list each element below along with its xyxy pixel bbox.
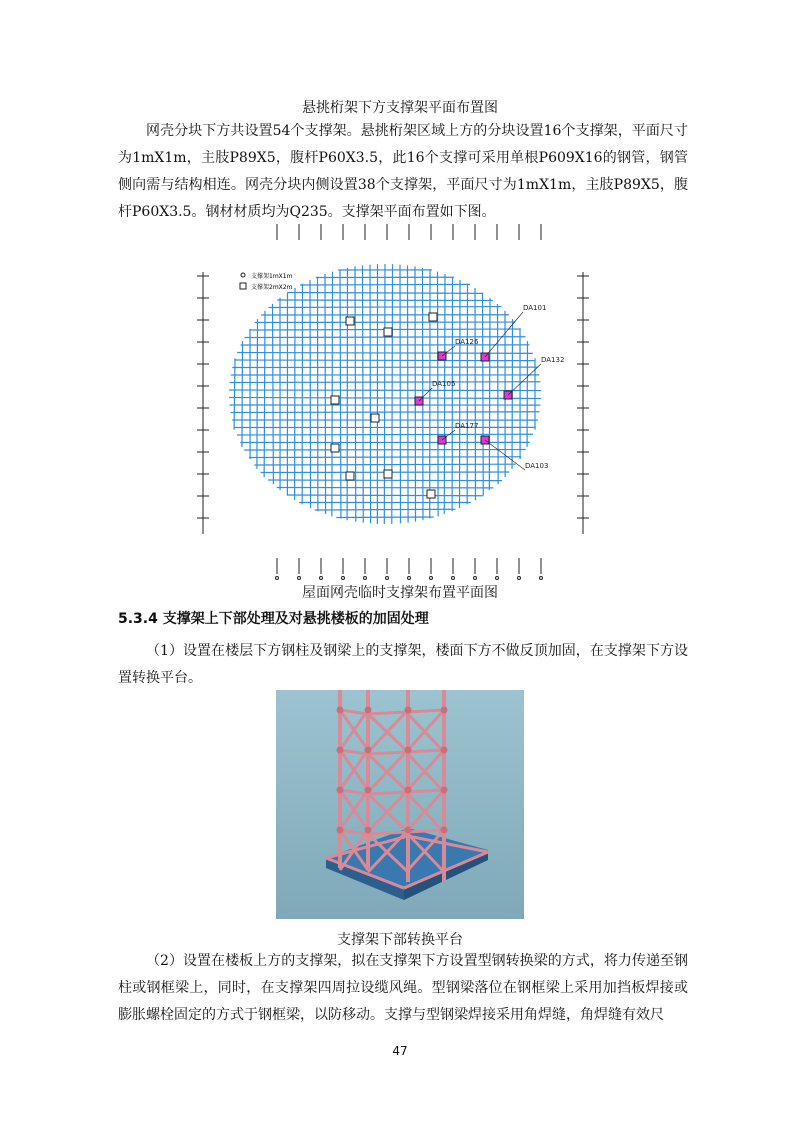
- axis-bubble: [276, 577, 279, 580]
- truss-node: [337, 787, 344, 794]
- grid-line: [408, 265, 409, 522]
- support-callout-label: DA177: [455, 422, 479, 430]
- legend: [240, 272, 293, 291]
- grid-line: [264, 311, 265, 477]
- grid-line: [245, 337, 526, 338]
- legend-marker-large: [240, 283, 246, 289]
- truss-node: [337, 707, 344, 714]
- grid-line: [257, 319, 258, 469]
- truss-node: [405, 787, 412, 794]
- support-callout-label: DA132: [541, 356, 565, 364]
- axis-bubble: [408, 577, 411, 580]
- support-layout-plan-drawing: [185, 222, 615, 580]
- support-marker: [384, 328, 392, 336]
- axis-bubble: [496, 577, 499, 580]
- axis-bubble: [540, 577, 543, 580]
- axis-bubble: [474, 577, 477, 580]
- grid-line: [229, 390, 541, 391]
- shell-grid-lines: [229, 264, 541, 524]
- support-marker: [384, 470, 392, 478]
- axis-bubble: [342, 577, 345, 580]
- truss-node: [441, 707, 448, 714]
- axis-bubble: [364, 577, 367, 580]
- grid-line: [249, 457, 521, 458]
- grid-line: [363, 265, 364, 522]
- support-marker: [346, 472, 354, 480]
- grid-line: [300, 284, 470, 285]
- grid-line: [234, 358, 235, 429]
- support-marker: [427, 490, 435, 498]
- legend-label-1: 支撑架1mX1m: [251, 273, 293, 280]
- page-number: 47: [392, 1044, 408, 1058]
- grid-line: [438, 272, 439, 517]
- grid-line: [237, 434, 533, 435]
- support-marker: [429, 313, 437, 321]
- support-marker: [346, 317, 354, 325]
- section-heading: 5.3.4 支撑架上下部处理及对悬挑楼板的加固处理: [118, 611, 429, 627]
- truss-node: [441, 747, 448, 754]
- support-callout-label: DA126: [455, 338, 479, 346]
- axis-bubble: [320, 577, 323, 580]
- figure-caption-transfer-platform: 支撑架下部转换平台: [337, 932, 463, 948]
- grid-line: [444, 274, 445, 514]
- grid-line: [325, 274, 326, 514]
- grid-line: [234, 360, 535, 361]
- support-callout-label: DA101: [523, 304, 547, 312]
- grid-line: [231, 412, 540, 413]
- grid-line: [392, 264, 393, 524]
- paragraph-floor-platform: （1）设置在楼层下方钢柱及钢梁上的支撑架，楼面下方不做反顶加固，在支撑架下方设置转换平台。: [118, 643, 688, 686]
- grid-line: [315, 509, 456, 510]
- grid-line: [384, 264, 385, 524]
- truss-node: [365, 707, 372, 714]
- axis-bubble: [430, 577, 433, 580]
- support-callout-label: DA105: [432, 380, 456, 388]
- truss-node: [405, 747, 412, 754]
- grid-line: [229, 398, 541, 399]
- grid-line: [483, 293, 484, 496]
- support-marker: [371, 414, 379, 422]
- grid-line: [370, 265, 371, 524]
- truss-node: [365, 747, 372, 754]
- grid-line: [287, 495, 483, 496]
- legend-label-2: 支撑架2mX2m: [251, 284, 293, 291]
- support-callout-label: DA103: [525, 462, 549, 470]
- axis-bubble: [518, 577, 521, 580]
- grid-line: [415, 266, 416, 521]
- transfer-platform-photo: [276, 690, 524, 919]
- grid-line: [310, 280, 311, 508]
- figure-caption-roof-plan: 屋面网壳临时支撑架布置平面图: [302, 585, 498, 601]
- grid-line: [336, 517, 433, 518]
- axis-bubble: [386, 577, 389, 580]
- truss-node: [337, 827, 344, 834]
- support-marker: [331, 444, 339, 452]
- callout-leader: [485, 312, 523, 357]
- grid-line: [269, 307, 502, 308]
- grid-line: [288, 293, 483, 294]
- truss-node: [441, 827, 448, 834]
- paragraph-beam-method: （2）设置在楼板上方的支撑架，拟在支撑架下方设置型钢转换梁的方式，将力传递至钢柱或钢框梁上，同时，在支撑架四周拉设缆风绳。型钢梁落位在钢框梁上采用加挡板焊接或膨胀螺栓固定的方式于钢框梁，以防移动。支撑与型钢梁焊接采用角焊缝，角焊缝有效尺: [118, 953, 688, 1023]
- truss-node: [365, 787, 372, 794]
- grid-line: [230, 382, 541, 383]
- support-marker: [331, 396, 339, 404]
- grid-line: [268, 480, 502, 481]
- axis-bubble: [452, 577, 455, 580]
- truss-node: [337, 747, 344, 754]
- truss-node: [441, 787, 448, 794]
- legend-marker-small: [241, 273, 245, 277]
- truss-node: [405, 707, 412, 714]
- truss-node: [365, 827, 372, 834]
- paragraph-support-overview: 网壳分块下方共设置54个支撑架。悬挑桁架区域上方的分块设置16个支撑架，平面尺寸为1mX1m，主肢P89X5，腹杆P60X3.5，此16个支撑可采用单根P609X16的钢管，钢管侧向需与结构相连。网壳分块内侧设置38个支撑架，平面尺寸为1mX1m，主肢P89X5，腹杆P60X3.5。钢材材质均为Q235。支撑架平面布置如下图。: [118, 123, 688, 220]
- grid-line: [242, 341, 243, 447]
- figure-caption-support-plan: 悬挑桁架下方支撑架平面布置图: [302, 100, 498, 116]
- callout-leader: [442, 346, 455, 356]
- grid-line: [489, 298, 490, 490]
- grid-line: [254, 464, 515, 465]
- axis-bubble: [298, 577, 301, 580]
- truss-node: [405, 827, 412, 834]
- grid-line: [355, 266, 356, 521]
